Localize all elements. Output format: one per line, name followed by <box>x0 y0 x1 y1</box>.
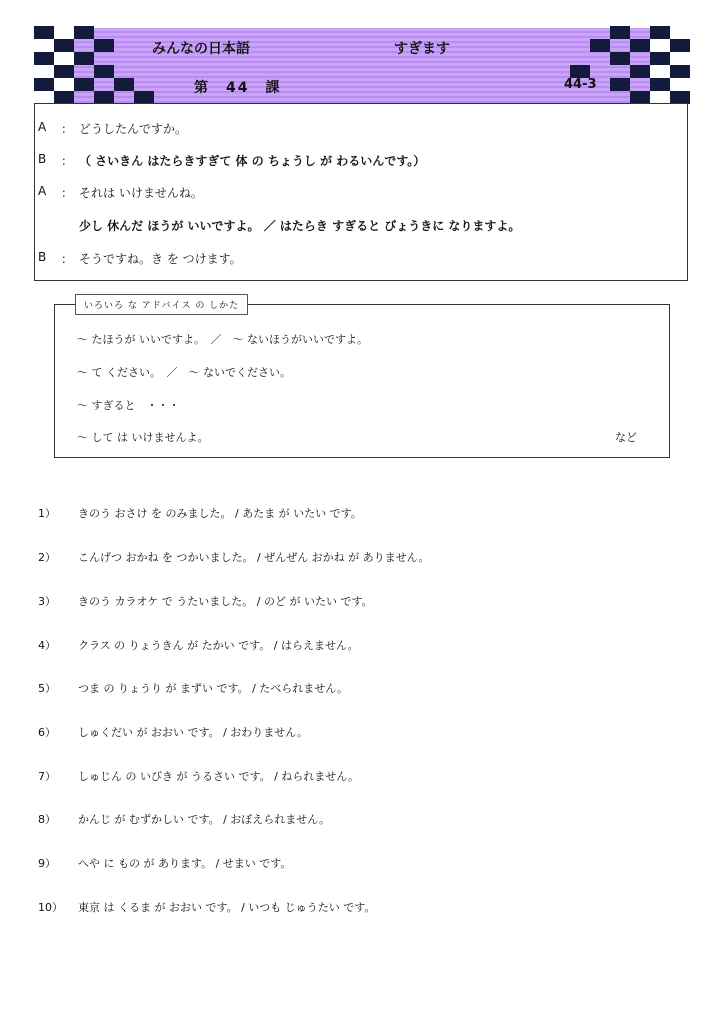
etc-label: など <box>615 431 637 444</box>
speaker: A <box>38 120 47 134</box>
advice-line: ～ て ください。 ／ ～ ないでください。 <box>77 366 291 379</box>
checker-pattern-right <box>570 26 690 104</box>
worksheet-code: 44-3 <box>564 77 597 92</box>
exercise-text: しゅじん の いびき が うるさい です。 / ねられません。 <box>78 770 359 783</box>
exercise-number: 2） <box>38 551 56 564</box>
advice-box-title: いろいろ な アドバイス の しかた <box>75 294 248 315</box>
colon: ： <box>61 186 74 200</box>
speaker: B <box>38 250 47 264</box>
dialogue-text: （ さいきん はたらきすぎて 体 の ちょうし が わるいんです。） <box>79 154 426 168</box>
colon: ： <box>61 252 74 266</box>
textbook-title: みんなの日本語 <box>152 41 250 57</box>
speaker: B <box>38 152 47 166</box>
dialogue-line-1 <box>35 120 687 136</box>
exercise-number: 9） <box>38 857 56 870</box>
exercise-number: 6） <box>38 726 56 739</box>
colon: ： <box>61 154 74 168</box>
dialogue-text: 少し 休んだ ほうが いいですよ。 ／ はたらき すぎると びょうきに なりますよ。 <box>79 219 521 233</box>
dialogue-line-4 <box>35 217 687 233</box>
dialogue-box <box>34 103 688 281</box>
exercise-text: 東京 は くるま が おおい です。 / いつも じゅうたい です。 <box>78 901 376 914</box>
dialogue-text: そうですね。き を つけます。 <box>79 252 242 266</box>
exercise-number: 3） <box>38 595 56 608</box>
colon: ： <box>61 122 74 136</box>
worksheet-header <box>34 26 690 104</box>
lesson-number: 第 44 課 <box>194 80 282 96</box>
exercise-text: しゅくだい が おおい です。 / おわりません。 <box>78 726 308 739</box>
exercise-text: きのう おさけ を のみました。 / あたま が いたい です。 <box>78 507 362 520</box>
dialogue-text: それは いけませんね。 <box>79 186 203 200</box>
exercise-text: きのう カラオケ で うたいました。 / のど が いたい です。 <box>78 595 373 608</box>
advice-line: ～ して は いけませんよ。 <box>77 431 209 444</box>
exercise-text: かんじ が むずかしい です。 / おぼえられません。 <box>78 813 330 826</box>
exercise-number: 10） <box>38 901 63 914</box>
dialogue-line-5 <box>35 250 687 266</box>
dialogue-text: どうしたんですか。 <box>79 122 188 136</box>
exercise-text: こんげつ おかね を つかいました。 / ぜんぜん おかね が ありません。 <box>78 551 430 564</box>
grammar-point: すぎます <box>394 41 450 57</box>
exercise-text: つま の りょうり が まずい です。 / たべられません。 <box>78 682 348 695</box>
checker-pattern-left <box>34 26 154 104</box>
exercise-number: 8） <box>38 813 56 826</box>
exercise-number: 5） <box>38 682 56 695</box>
exercise-text: クラス の りょうきん が たかい です。 / はらえません。 <box>78 639 359 652</box>
advice-line: ～ たほうが いいですよ。 ／ ～ ないほうがいいですよ。 <box>77 333 368 346</box>
advice-box <box>54 301 670 458</box>
dialogue-line-2 <box>35 152 687 168</box>
exercise-number: 7） <box>38 770 56 783</box>
dialogue-line-3 <box>35 184 687 200</box>
advice-line: ～ すぎると ・・・ <box>77 399 180 412</box>
speaker: A <box>38 184 47 198</box>
exercise-number: 1） <box>38 507 56 520</box>
exercise-text: へや に もの が あります。 / せまい です。 <box>78 857 292 870</box>
exercise-number: 4） <box>38 639 56 652</box>
